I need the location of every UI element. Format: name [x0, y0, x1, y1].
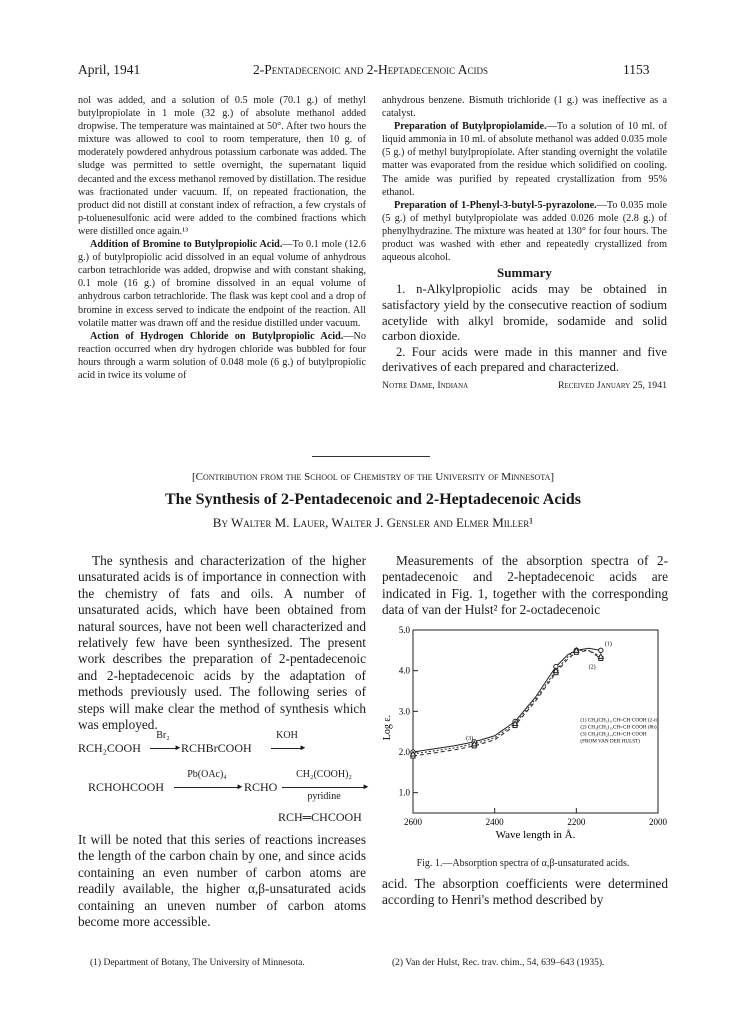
- arrow-head-icon: ►: [174, 743, 182, 752]
- x-tick-label: 2400: [485, 817, 504, 827]
- affiliation-place: Notre Dame, Indiana: [382, 379, 469, 391]
- x-tick-label: 2200: [567, 817, 586, 827]
- paragraph: acid. The absorption coefficients were determined according to Henri's method described by: [382, 876, 668, 908]
- y-tick-label: 1.0: [398, 787, 410, 798]
- legend-entry: (2) CH₃(CH₂)₁₃CH=CH·COOH (8b): [580, 724, 657, 731]
- reagent-3: Pb(OAc)₄: [187, 769, 227, 780]
- summary-heading: Summary: [497, 265, 552, 281]
- received-date: Received January 25, 1941: [557, 379, 667, 391]
- summary-item-1: 1. n-Alkylpropiolic acids may be obtained in satisfactory yield by the consecutive reaction of sodium acetylide with alkyl bromide, sodamide and solid carbon dioxide.: [382, 282, 667, 344]
- paragraph-text: —To 0.1 mole (12.6 g.) of butylpropiolic acid dissolved in an equal volume of anhydrous carbon tetrachloride was added, dropwise and with constant shaking, 0.1 mole (16 g.) of bromine dissolved in an equal volume of anhydrous carbon tetrachloride. The flask was kept cool and a drop of bromine in excess served to indicate the endpoint of the reaction. All volatile matter was drawn off and the residue distilled under vacuum.: [78, 239, 366, 329]
- reaction-arrow: [282, 787, 364, 788]
- legend-entry: (3) CH₃(CH₂)₁₄CH=CH·COOH: [580, 731, 647, 738]
- x-tick-label: 2000: [649, 817, 667, 827]
- series-label: (3): [466, 735, 474, 742]
- y-tick-label: 2.0: [398, 747, 410, 757]
- paragraph-text: —To 0.035 mole (5 g.) of methyl butylpropiolate was added 0.026 mole (2.8 g.) of phenylhydrazine. The mixture was heated at 130° for four hours. The product was washed with ether and repeatedly crystallized from aqueous alcohol.: [382, 199, 667, 264]
- absorption-chart: [378, 622, 668, 854]
- paragraph: [382, 199, 667, 264]
- section-label: Action of Hydrogen Chloride on Butylpropiolic Acid.: [90, 330, 344, 342]
- paragraph: Measurements of the absorption spectra of 2-pentadecenoic and 2-heptadecenoic acids are indicated in Fig. 1, together with the corresponding data of van der Hulst² for 2-octadecenoic: [382, 553, 668, 618]
- paragraph-text: —No reaction occurred when dry hydrogen chloride was bubbled for four hours through a warm solution of 0.048 mole (6 g.) of butylpropiolic acid in twice its volume of: [78, 330, 366, 381]
- reagent-4: CH₂(COOH)₂: [296, 769, 352, 780]
- reaction-arrow: [271, 748, 301, 749]
- paragraph: [382, 120, 667, 199]
- y-tick-label: 3.0: [398, 706, 410, 717]
- arrow-head-icon: ►: [362, 782, 370, 791]
- separator-rule: [312, 456, 430, 457]
- reactant-1: RCH₂COOH: [78, 741, 141, 755]
- series-line: [413, 650, 601, 754]
- figure-caption: Fig. 1.—Absorption spectra of α,β-unsaturated acids.: [416, 858, 630, 869]
- series-line: [413, 650, 601, 756]
- section-label: Preparation of Butylpropiolamide.: [394, 121, 547, 133]
- intermediate-2: RCHOHCOOH: [88, 780, 165, 794]
- reagent-1: Br₂: [156, 730, 170, 741]
- section-label: Preparation of 1-Phenyl-3-butyl-5-pyrazolone.: [394, 199, 597, 211]
- reaction-arrow: [174, 787, 238, 788]
- body-left-column-2: [78, 832, 366, 930]
- paragraph: [78, 330, 366, 382]
- series-line: [413, 648, 601, 752]
- data-point: [599, 648, 603, 652]
- arrow-head-icon: ►: [236, 782, 244, 791]
- reaction-arrow: [150, 748, 176, 749]
- paragraph: It will be noted that this series of reactions increases the length of the carbon chain by one, and since acids containing an even number of carbon atoms are readily available, the higher α,β-unsaturated acids containing an uneven number of carbon atoms become more accessible.: [78, 832, 366, 930]
- x-axis-label: Wave length in Å.: [495, 829, 576, 841]
- y-tick-label: 5.0: [398, 625, 410, 635]
- summary-item-2: 2. Four acids were made in this manner and five derivatives of each prepared and characterized.: [382, 344, 667, 375]
- y-tick-label: 4.0: [398, 665, 410, 676]
- article-byline: By Walter M. Lauer, Walter J. Gensler and Elmer Miller¹: [212, 515, 534, 530]
- product: RCH═CHCOOH: [278, 810, 362, 824]
- figure-1: [378, 622, 668, 854]
- legend-entry: (FROM VAN DER HULST): [580, 738, 641, 745]
- header-page-number: 1153: [623, 62, 650, 77]
- series-label: (1): [604, 641, 612, 648]
- body-right-column: [382, 553, 668, 619]
- reagent-2: KOH: [276, 730, 298, 741]
- intermediate-3: RCHO: [244, 780, 278, 794]
- paragraph: [78, 238, 366, 330]
- paragraph: The synthesis and characterization of the higher unsaturated acids is of importance in connection with the chemistry of fats and oils. A number of unsaturated acids, which have been obtained from natural sources, have not been well characterized and relatively few have been synthesized. The present work describes the preparation of 2-pentadecenoic and 2-heptadecenoic acids by the adaptation of methods previously used. The following series of steps will make clear the method of synthesis which was employed.: [78, 553, 366, 733]
- reagent-5: pyridine: [307, 791, 341, 802]
- y-axis-label: Log ε.: [382, 714, 393, 741]
- arrow-head-icon: ►: [299, 743, 307, 752]
- header-title: 2-Pentadecenoic and 2-Heptadecenoic Acids: [253, 62, 488, 77]
- paragraph: anhydrous benzene. Bismuth trichloride (1 g.) was ineffective as a catalyst.: [382, 95, 667, 120]
- paragraph-text: —To a solution of 10 ml. of liquid ammonia in 10 ml. of absolute methanol was added 0.035 mole (5 g.) of methyl butylpropiolate. After standing overnight the volatile matter was evaporated from the residue which solidified on cooling. The amide was purified by repeated crystallization from 95% ethanol.: [382, 121, 667, 198]
- top-right-column: [382, 94, 667, 392]
- data-point: [598, 654, 603, 659]
- x-tick-label: 2600: [404, 817, 422, 827]
- paragraph: nol was added, and a solution of 0.5 mole (70.1 g.) of methyl butylpropiolate in 1 mole (32 g.) of absolute methanol added dropwise. The temperature was maintained at 50°. After two hours the mixture was allowed to cool to room temperature, then 10 g. of moderately powdered anhydrous potassium carbonate was added. The sludge was permitted to settle overnight, the supernatant liquid decanted and the excess methanol removed by distillation. The residue was fractionated under vacuum. If, on repeated fractionation, the product did not distill at constant index of refraction, a few crystals of p-toluenesulfonic acid were added to the combined fractions which were distilled once again.¹³: [78, 95, 366, 237]
- footnote-1: (1) Department of Botany, The University of Minnesota.: [90, 958, 305, 968]
- section-label: Addition of Bromine to Butylpropiolic Acid.: [90, 239, 283, 251]
- body-right-column-2: [382, 876, 668, 909]
- series-label: (2): [588, 664, 596, 671]
- footnote-2: (2) Van der Hulst, Rec. trav. chim., 54, 639–643 (1935).: [392, 958, 605, 968]
- legend-entry: (1) CH₃(CH₂)₁₁CH=CH·COOH (2-ii): [580, 717, 659, 724]
- intermediate-1: RCHBrCOOH: [181, 741, 252, 755]
- article-title: The Synthesis of 2-Pentadecenoic and 2-Heptadecenoic Acids: [165, 491, 581, 508]
- top-left-column: [78, 94, 366, 382]
- contribution-note: [Contribution from the School of Chemistry of the University of Minnesota]: [191, 471, 555, 483]
- header-date: April, 1941: [78, 62, 141, 77]
- body-left-column: [78, 553, 366, 733]
